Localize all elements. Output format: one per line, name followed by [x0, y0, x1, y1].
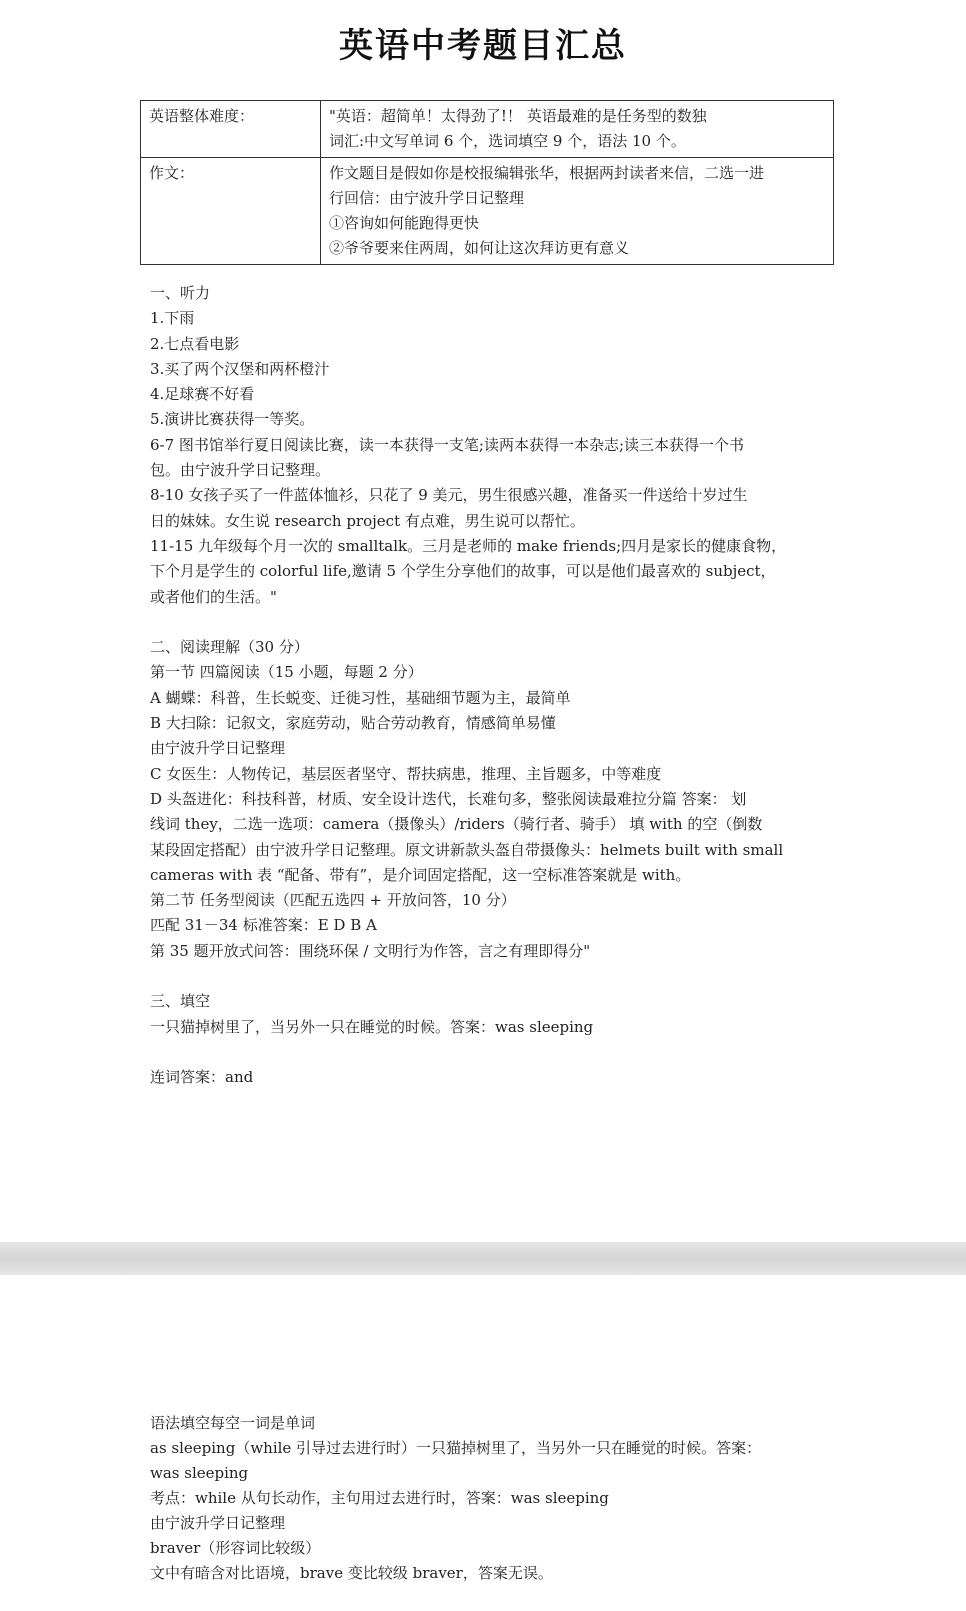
document-title: 英语中考题目汇总 — [339, 26, 627, 66]
main-content — [150, 281, 830, 1091]
list-item: A 蝴蝶：科普，生长蜕变、迁徙习性，基础细节题为主，最简单 — [150, 688, 571, 707]
table-line: "英语：超简单！太得劲了!！ 英语最难的是任务型的数独 — [329, 107, 707, 125]
list-item: 日的妹妹。女生说 research project 有点难，男生说可以帮忙。 — [150, 511, 585, 530]
list-item: 8-10 女孩子买了一件蓝体恤衫，只花了 9 美元，男生很感兴趣，准备买一件送给十岁过生 — [150, 486, 748, 505]
table-value-difficulty — [321, 101, 834, 158]
list-item: 5.演讲比赛获得一等奖。 — [150, 410, 315, 429]
list-item: 由宁波升学日记整理 — [150, 739, 286, 758]
list-item: 或者他们的生活。" — [150, 587, 277, 606]
list-item: B 大扫除：记叙文，家庭劳动，贴合劳动教育，情感简单易懂 — [150, 714, 556, 733]
list-item: 第二节 任务型阅读（匹配五选四 + 开放问答，10 分） — [150, 891, 516, 910]
list-item: 第 35 题开放式问答：围绕环保 / 文明行为作答，言之有理即得分" — [150, 941, 591, 960]
list-item: D 头盔进化：科技科普，材质、安全设计迭代，长难句多，整张阅读最难拉分篇 答案： 划 — [150, 789, 747, 808]
list-item: 某段固定搭配）由宁波升学日记整理。原文讲新款头盔自带摄像头：helmets built with small — [150, 840, 784, 859]
page-separator — [0, 1242, 966, 1275]
list-item: 由宁波升学日记整理 — [150, 1514, 286, 1532]
list-item: was sleeping — [150, 1464, 249, 1482]
summary-table — [140, 100, 834, 265]
table-row — [141, 101, 834, 158]
table-value-essay — [321, 158, 834, 265]
list-item: 4.足球赛不好看 — [150, 385, 255, 404]
table-line: 行回信：由宁波升学日记整理 — [329, 189, 525, 207]
list-item: cameras with 表 “配备、带有”，是介词固定搭配，这一空标准答案就是 with。 — [150, 865, 691, 884]
list-item: 第一节 四篇阅读（15 小题，每题 2 分） — [150, 663, 423, 682]
table-key-difficulty: 英语整体难度： — [141, 101, 321, 158]
list-item: 3.买了两个汉堡和两杯橙汁 — [150, 359, 330, 378]
list-item: 连词答案：and — [150, 1068, 254, 1087]
list-item: 语法填空每空一词是单词 — [150, 1414, 316, 1432]
list-item: 包。由宁波升学日记整理。 — [150, 461, 331, 480]
list-item: 文中有暗含对比语境，brave 变比较级 braver，答案无误。 — [150, 1564, 553, 1582]
list-item: as sleeping（while 引导过去进行时）一只猫掉树里了，当另外一只在睡觉的时候。答案： — [150, 1439, 762, 1457]
table-row — [141, 158, 834, 265]
list-item: 线词 they，二选一选项：camera（摄像头）/riders（骑行者、骑手） 填 with 的空（倒数 — [150, 815, 763, 834]
list-item: 下个月是学生的 colorful life,邀请 5 个学生分享他们的故事，可以是他们最喜欢的 subject， — [150, 562, 776, 581]
list-item: 6-7 图书馆举行夏日阅读比赛，读一本获得一支笔;读两本获得一本杂志;读三本获得一个书 — [150, 435, 745, 454]
list-item: 一只猫掉树里了，当另外一只在睡觉的时候。答案：was sleeping — [150, 1017, 594, 1036]
section-heading-listening: 一、听力 — [150, 284, 211, 302]
section-heading-fill: 三、填空 — [150, 992, 211, 1011]
table-key-essay: 作文： — [141, 158, 321, 265]
list-item: 2.七点看电影 — [150, 334, 240, 353]
list-item: C 女医生：人物传记，基层医者坚守、帮扶病患，推理、主旨题多，中等难度 — [150, 764, 662, 783]
list-item: 11-15 九年级每个月一次的 smalltalk。三月是老师的 make friends;四月是家长的健康食物， — [150, 536, 787, 555]
list-item: braver（形容词比较级） — [150, 1539, 321, 1557]
table-line: ②爷爷要来住两周，如何让这次拜访更有意义 — [329, 239, 630, 257]
list-item: 考点：while 从句长动作，主句用过去进行时，答案：was sleeping — [150, 1489, 609, 1507]
list-item: 1.下雨 — [150, 309, 195, 328]
table-line: 作文题目是假如你是校报编辑张华，根据两封读者来信，二选一进 — [329, 164, 765, 182]
list-item: 匹配 31－34 标准答案：E D B A — [150, 916, 377, 935]
section-heading-reading: 二、阅读理解（30 分） — [150, 638, 309, 657]
table-line: 词汇:中文写单词 6 个，选词填空 9 个，语法 10 个。 — [329, 132, 686, 150]
table-line: ①咨询如何能跑得更快 — [329, 214, 480, 232]
page2-content — [150, 1411, 840, 1586]
